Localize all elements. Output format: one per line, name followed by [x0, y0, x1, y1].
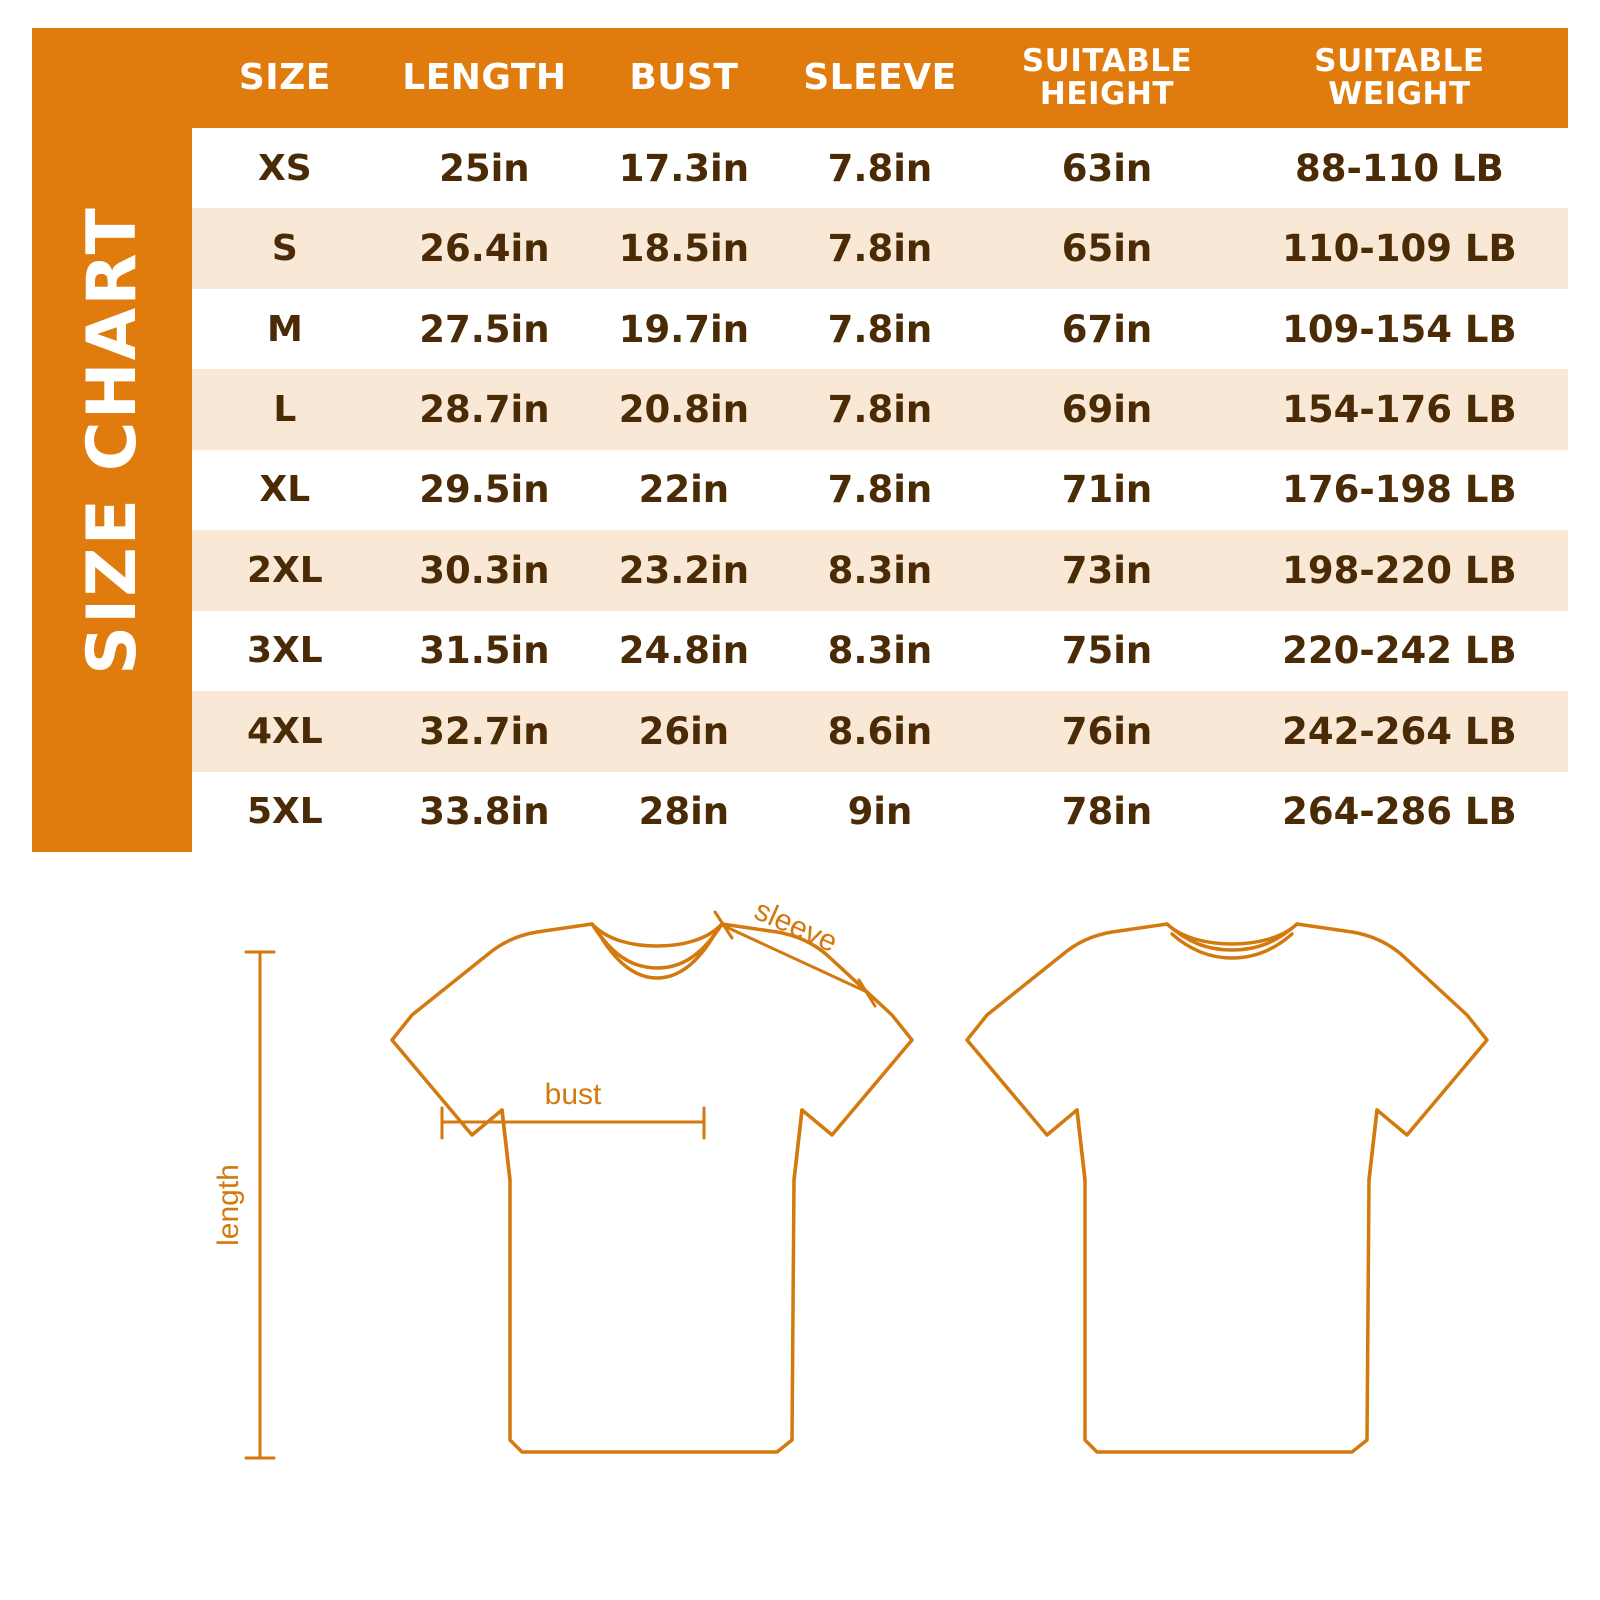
- column-header-suitable-height-line2: HEIGHT: [1039, 76, 1175, 112]
- cell-size: L: [273, 389, 297, 431]
- cell-height: 63in: [1061, 146, 1153, 190]
- cell-size: 5XL: [247, 791, 323, 833]
- size-table-container: [192, 28, 1568, 852]
- column-header-bust: BUST: [629, 57, 739, 99]
- cell-weight: 176-198 LB: [1282, 468, 1517, 512]
- table-row: [192, 691, 1568, 771]
- page-title: [32, 28, 192, 852]
- cell-weight: 242-264 LB: [1282, 709, 1517, 753]
- cell-length: 29.5in: [419, 468, 550, 512]
- table-row: [192, 530, 1568, 610]
- page-title-text: SIZE CHART: [72, 205, 152, 675]
- cell-bust: 24.8in: [618, 629, 750, 673]
- tshirt-front-icon: [392, 924, 912, 1452]
- cell-sleeve: 7.8in: [827, 146, 933, 190]
- cell-size: XS: [258, 147, 312, 189]
- table-row: [192, 289, 1568, 369]
- cell-weight: 109-154 LB: [1282, 307, 1517, 351]
- cell-weight: 264-286 LB: [1282, 790, 1517, 834]
- bust-measure-line: [442, 1108, 704, 1138]
- cell-size: XL: [259, 469, 311, 511]
- table-row: [192, 772, 1568, 853]
- measurement-diagram: [32, 880, 1568, 1570]
- cell-length: 33.8in: [419, 790, 550, 834]
- column-header-size: SIZE: [238, 57, 331, 99]
- column-header-sleeve: SLEEVE: [803, 57, 957, 99]
- cell-height: 76in: [1061, 709, 1153, 753]
- cell-height: 75in: [1061, 629, 1153, 673]
- cell-bust: 18.5in: [618, 227, 750, 271]
- cell-length: 31.5in: [419, 629, 550, 673]
- cell-sleeve: 7.8in: [827, 388, 933, 432]
- cell-length: 25in: [439, 146, 530, 190]
- size-chart-panel: [32, 28, 1568, 852]
- cell-length: 30.3in: [419, 548, 550, 592]
- cell-bust: 22in: [638, 468, 730, 512]
- cell-bust: 20.8in: [618, 388, 750, 432]
- cell-sleeve: 9in: [847, 790, 913, 834]
- cell-weight: 110-109 LB: [1282, 227, 1517, 271]
- cell-bust: 17.3in: [618, 146, 750, 190]
- length-label: length: [212, 1164, 245, 1246]
- cell-bust: 26in: [638, 709, 730, 753]
- cell-weight: 88-110 LB: [1295, 146, 1504, 190]
- table-row: [192, 369, 1568, 449]
- size-table: [192, 28, 1568, 852]
- table-row: [192, 450, 1568, 530]
- cell-height: 73in: [1061, 548, 1153, 592]
- sleeve-label: sleeve: [749, 893, 843, 960]
- table-header-row: [192, 28, 1568, 128]
- cell-size: 2XL: [247, 549, 323, 591]
- column-header-suitable-weight: [1231, 28, 1568, 128]
- table-row: [192, 611, 1568, 691]
- tshirt-back-icon: [967, 924, 1487, 1452]
- cell-sleeve: 7.8in: [827, 468, 933, 512]
- cell-height: 71in: [1061, 468, 1153, 512]
- cell-size: 3XL: [247, 630, 323, 672]
- cell-sleeve: 8.3in: [827, 629, 933, 673]
- cell-size: M: [266, 308, 303, 350]
- cell-bust: 23.2in: [618, 548, 750, 592]
- table-row: [192, 208, 1568, 288]
- table-row: [192, 128, 1568, 208]
- cell-size: S: [271, 228, 298, 270]
- cell-weight: 198-220 LB: [1282, 548, 1517, 592]
- cell-weight: 154-176 LB: [1282, 388, 1517, 432]
- cell-length: 32.7in: [419, 709, 550, 753]
- cell-sleeve: 8.6in: [827, 709, 933, 753]
- column-header-suitable-height: [983, 28, 1231, 128]
- cell-sleeve: 8.3in: [827, 548, 933, 592]
- column-header-suitable-weight-line2: WEIGHT: [1328, 76, 1471, 112]
- cell-sleeve: 7.8in: [827, 307, 933, 351]
- column-header-length: LENGTH: [402, 57, 567, 99]
- cell-length: 26.4in: [419, 227, 550, 271]
- cell-height: 78in: [1061, 790, 1153, 834]
- cell-height: 65in: [1061, 227, 1153, 271]
- cell-length: 28.7in: [419, 388, 550, 432]
- cell-height: 69in: [1061, 388, 1153, 432]
- bust-label: bust: [544, 1078, 602, 1111]
- cell-bust: 28in: [638, 790, 730, 834]
- cell-size: 4XL: [247, 710, 323, 752]
- cell-weight: 220-242 LB: [1282, 629, 1517, 673]
- column-header-suitable-weight-line1: SUITABLE: [1314, 43, 1485, 80]
- cell-sleeve: 7.8in: [827, 227, 933, 271]
- cell-length: 27.5in: [419, 307, 550, 351]
- cell-height: 67in: [1061, 307, 1153, 351]
- column-header-suitable-height-line1: SUITABLE: [1021, 43, 1193, 80]
- length-measure-line: [246, 952, 274, 1458]
- cell-bust: 19.7in: [618, 307, 750, 351]
